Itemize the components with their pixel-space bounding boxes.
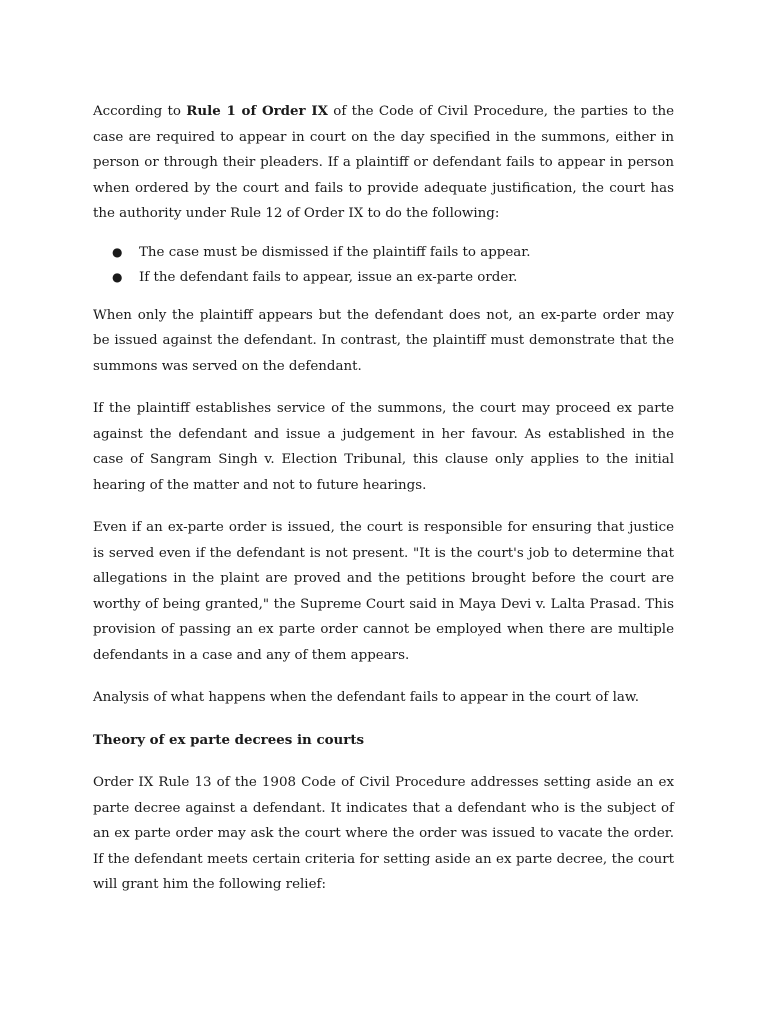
paragraph-service-of-summons: If the plaintiff establishes service of the summons, the court may proceed ex parte against the defendant and issue a judgement in her favour. As established in the case of Sangram Singh v. Election Tribunal, this clause only applies to the initial hearing of the matter and not to future hearings.	[93, 401, 674, 493]
list-item	[93, 240, 674, 265]
paragraph-plaintiff-appears: When only the plaintiff appears but the defendant does not, an ex-parte order may be issued against the defendant. In contrast, the plaintiff must demonstrate that the summons was served on the defendant.	[93, 307, 674, 374]
bullet-icon: ●	[112, 244, 123, 259]
paragraph-rule-1-order-ix	[93, 99, 674, 227]
bold-reference: Rule 1 of Order IX	[186, 103, 328, 119]
list-item-text: The case must be dismissed if the plaintiff fails to appear.	[139, 244, 531, 260]
bullet-icon: ●	[112, 269, 123, 284]
section-heading: Theory of ex parte decrees in courts	[93, 731, 365, 748]
paragraph-justice-served: Even if an ex-parte order is issued, the court is responsible for ensuring that justice is served even if the defendant is not present. "It is the court's job to determine that allegations in the plaint are proved and the petitions brought before the court are worthy of being granted," the Supreme Court said in Maya Devi v. Lalta Prasad. This provision of passing an ex parte order cannot be employed when there are multiple defendants in a case and any of them appears.	[93, 520, 674, 663]
paragraph-order-ix-rule-13: Order IX Rule 13 of the 1908 Code of Civil Procedure addresses setting aside an ex parte decree against a defendant. It indicates that a defendant who is the subject of an ex parte order may ask the court where the order was issued to vacate the order. If the defendant meets certain criteria for setting aside an ex parte decree, the court will grant him the following relief:	[93, 775, 674, 892]
document-body	[93, 99, 674, 915]
paragraph-analysis: Analysis of what happens when the defendant fails to appear in the court of law.	[93, 690, 639, 705]
paragraph-text: of the Code of Civil Procedure, the parties to the case are required to appear in court on the day specified in the summons, either in person or through their pleaders. If a plaintiff or defendant fails to appear in person when ordered by the court and fails to provide adequate justification, the court has the authority under Rule 12 of Order IX to do the following:	[93, 104, 675, 221]
bullet-list	[93, 240, 674, 290]
list-item	[93, 265, 674, 290]
list-item-text: If the defendant fails to appear, issue an ex-parte order.	[139, 269, 518, 285]
paragraph-text: According to	[93, 104, 187, 119]
